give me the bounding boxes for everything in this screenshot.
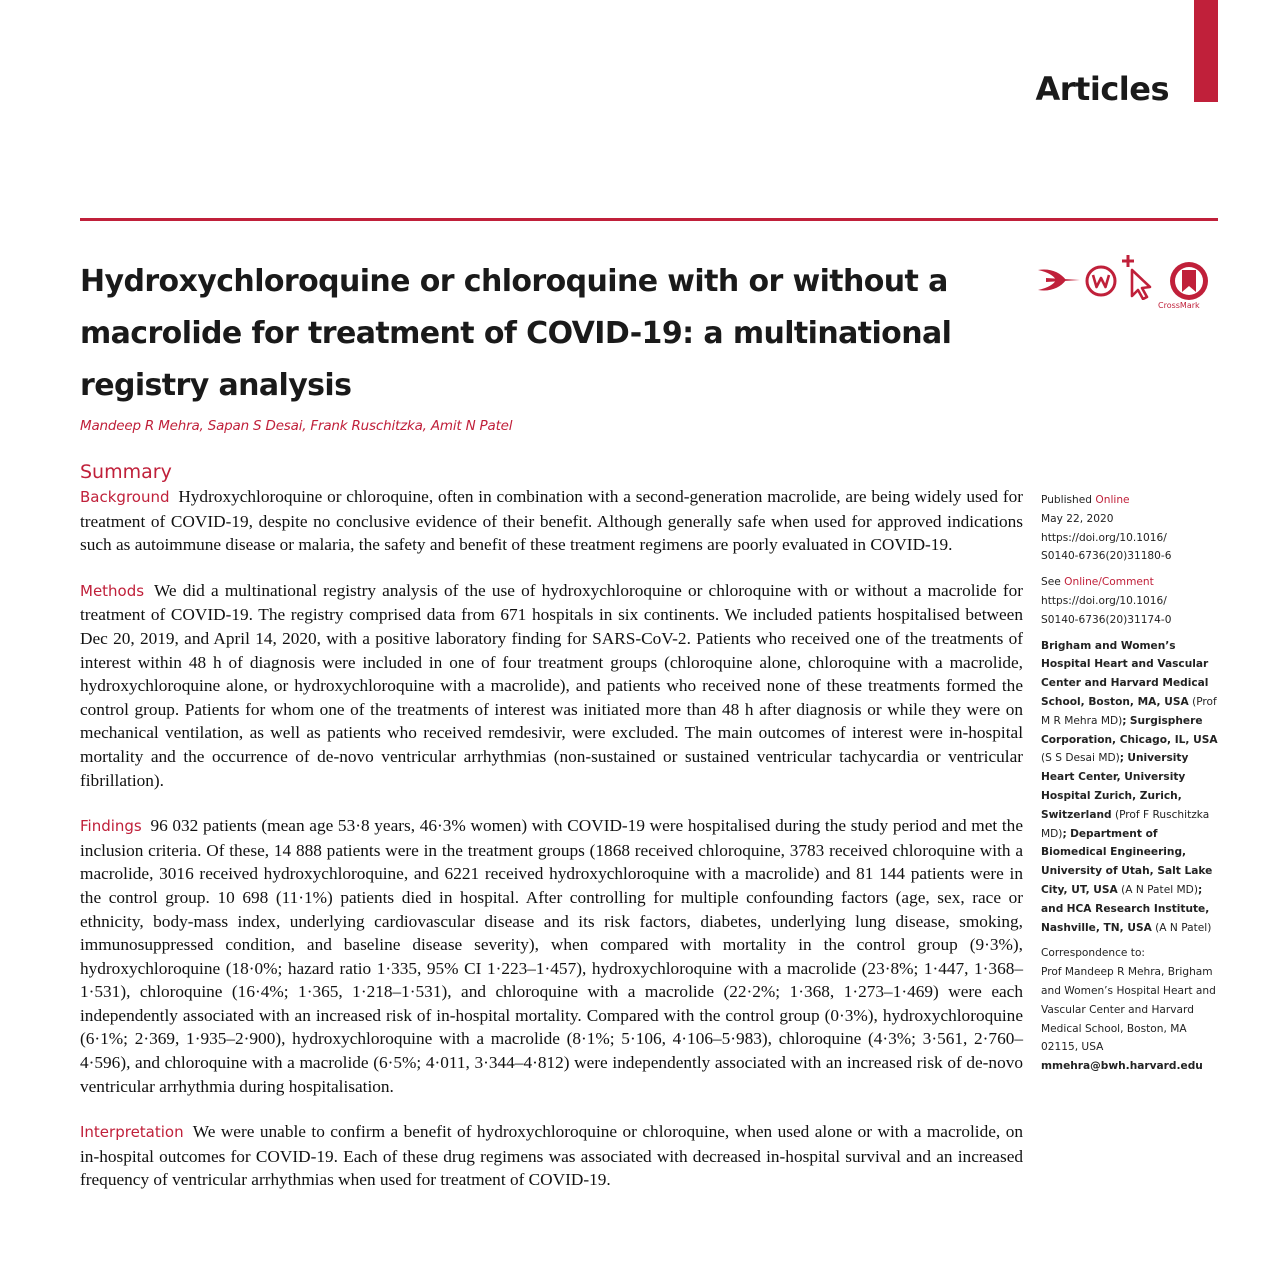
article-title: Hydroxychloroquine or chloroquine with or without a macrolide for treatment of COVID-19: a multinational registry analysis	[80, 264, 952, 403]
abstract-findings	[80, 814, 1023, 1098]
article-sidebar	[1041, 491, 1223, 1076]
section-text: We did a multinational registry analysis of the use of hydroxychloroquine or chloroquine with or without a macrolide for treatment of COVID-19. The registry comprised data from 671 hospitals in six continents. We included patients hospitalised between Dec 20, 2019, and April 14, 2020, with a positive laboratory finding for SARS-CoV-2. Patients who received one of the treatments of interest within 48 h of diagnosis were included in one of four treatment groups (chloroquine alone, chloroquine with a macrolide, hydroxychloroquine alone, or hydroxychloroquine with a macrolide), and patients who received none of these treatments formed the control group. Patients for whom one of the treatments of interest was initiated more than 48 h after diagnosis or while they were on mechanical ventilation, as well as patients who received remdesivir, were excluded. The main outcomes of interest were in-hospital mortality and the occurrence of de-novo ventricular arrhythmias (non-sustained or sustained ventricular tachycardia or ventricular fibrillation).	[80, 580, 1023, 790]
comment-doi-link[interactable]: https://doi.org/10.1016/ S0140-6736(20)31174-0	[1041, 594, 1172, 626]
section-lead-label: Background	[80, 488, 170, 506]
lancet-swift-icon[interactable]	[1036, 262, 1082, 298]
published-online-label: Online	[1095, 494, 1130, 506]
correspondence-heading: Correspondence to:	[1041, 947, 1145, 960]
published-doi-link[interactable]: https://doi.org/10.1016/ S0140-6736(20)31180-6	[1041, 531, 1172, 563]
published-line: Published Online	[1041, 494, 1130, 506]
section-label: Articles	[1035, 70, 1169, 108]
see-comment-label[interactable]: Online/Comment	[1064, 576, 1154, 589]
abstract-interpretation	[80, 1120, 1023, 1192]
header-accent-bar	[1194, 0, 1218, 102]
correspondence-address: Prof Mandeep R Mehra, Brigham and Women’s Hospital Heart and Vascular Center and Harvard Medical School, Boston, MA 02115, USA	[1041, 966, 1216, 1054]
cursor-plus-icon[interactable]	[1120, 254, 1154, 300]
section-text: 96 032 patients (mean age 53·8 years, 46·3% women) with COVID-19 were hospitalised during the study period and met the inclusion criteria. Of these, 14 888 patients were in the treatment groups (1868 received chloroquine, 3783 received chloroquine with a macrolide, 3016 received hydroxychloroquine, and 6221 received hydroxychloroquine with a macrolide) and 81 144 patients were in the control group. 10 698 (11·1%) patients died in hospital. After controlling for multiple confounding factors (age, sex, race or ethnicity, body-mass index, underlying cardiovascular disease and its risk factors, diabetes, underlying lung disease, smoking, immunosuppressed condition, and baseline disease severity), when compared with mortality in the control group (9·3%), hydroxychloroquine (18·0%; hazard ratio 1·335, 95% CI 1·223–1·457), hydroxychloroquine with a macrolide (23·8%; 1·447, 1·368–1·531), chloroquine (16·4%; 1·365, 1·218–1·531), and chloroquine with a macrolide (22·2%; 1·368, 1·273–1·469) were each independently associated with an increased risk of in-hospital mortality. Compared with the control group (0·3%), hydroxychloroquine (6·1%; 2·369, 1·935–2·900), hydroxychloroquine with a macrolide (8·1%; 5·106, 4·106–5·983), chloroquine (4·3%; 3·561, 2·760–4·596), and chloroquine with a macrolide (6·5%; 4·011, 3·344–4·812) were independently associated with an increased risk of de-novo ventricular arrhythmia during hospitalisation.	[80, 816, 1023, 1096]
affiliations: Brigham and Women’s Hospital Heart and Vascular Center and Harvard Medical School, Boston, MA, USA (Prof M R Mehra MD); Surgisphere Corporation, Chicago, IL, USA (S S Desai MD); University Heart Center, University Hospital Zurich, Zurich, Switzerland (Prof F Ruschitzka MD); Department of Biomedical Engineering, University of Utah, Salt Lake City, UT, USA (A N Patel MD); and HCA Research Institute, Nashville, TN, USA (A N Patel)	[1041, 639, 1218, 934]
see-comment-line: See Online/Comment	[1041, 576, 1154, 589]
section-lead-label: Findings	[80, 817, 142, 836]
abstract-background	[80, 485, 1023, 557]
correspondence-email[interactable]: mmehra@bwh.harvard.edu	[1041, 1060, 1203, 1073]
web-extra-icon[interactable]	[1084, 264, 1118, 298]
abstract-body	[80, 485, 1023, 1214]
crossmark-icon[interactable]	[1168, 260, 1210, 302]
section-lead-label: Interpretation	[80, 1123, 184, 1142]
crossmark-label: CrossMark	[1158, 301, 1200, 310]
section-lead-label: Methods	[80, 581, 145, 600]
title-rule	[80, 218, 1218, 221]
section-text: Hydroxychloroquine or chloroquine, often in combination with a second-generation macrolide, are being widely used for treatment of COVID-19, despite no conclusive evidence of their benefit. Although generally safe when used for approved indications such as autoimmune disease or malaria, the safety and benefit of these treatment regimens are poorly evaluated in COVID-19.	[80, 487, 1023, 555]
author-list: Mandeep R Mehra, Sapan S Desai, Frank Ruschitzka, Amit N Patel	[80, 418, 513, 434]
published-date: May 22, 2020	[1041, 512, 1114, 525]
abstract-methods	[80, 579, 1023, 792]
section-text: We were unable to confirm a benefit of hydroxychloroquine or chloroquine, when used alone or with a macrolide, on in-hospital outcomes for COVID-19. Each of these drug regimens was associated with decreased in-hospital survival and an increased frequency of ventricular arrhythmias when used for treatment of COVID-19.	[80, 1122, 1023, 1190]
summary-heading: Summary	[80, 461, 172, 483]
